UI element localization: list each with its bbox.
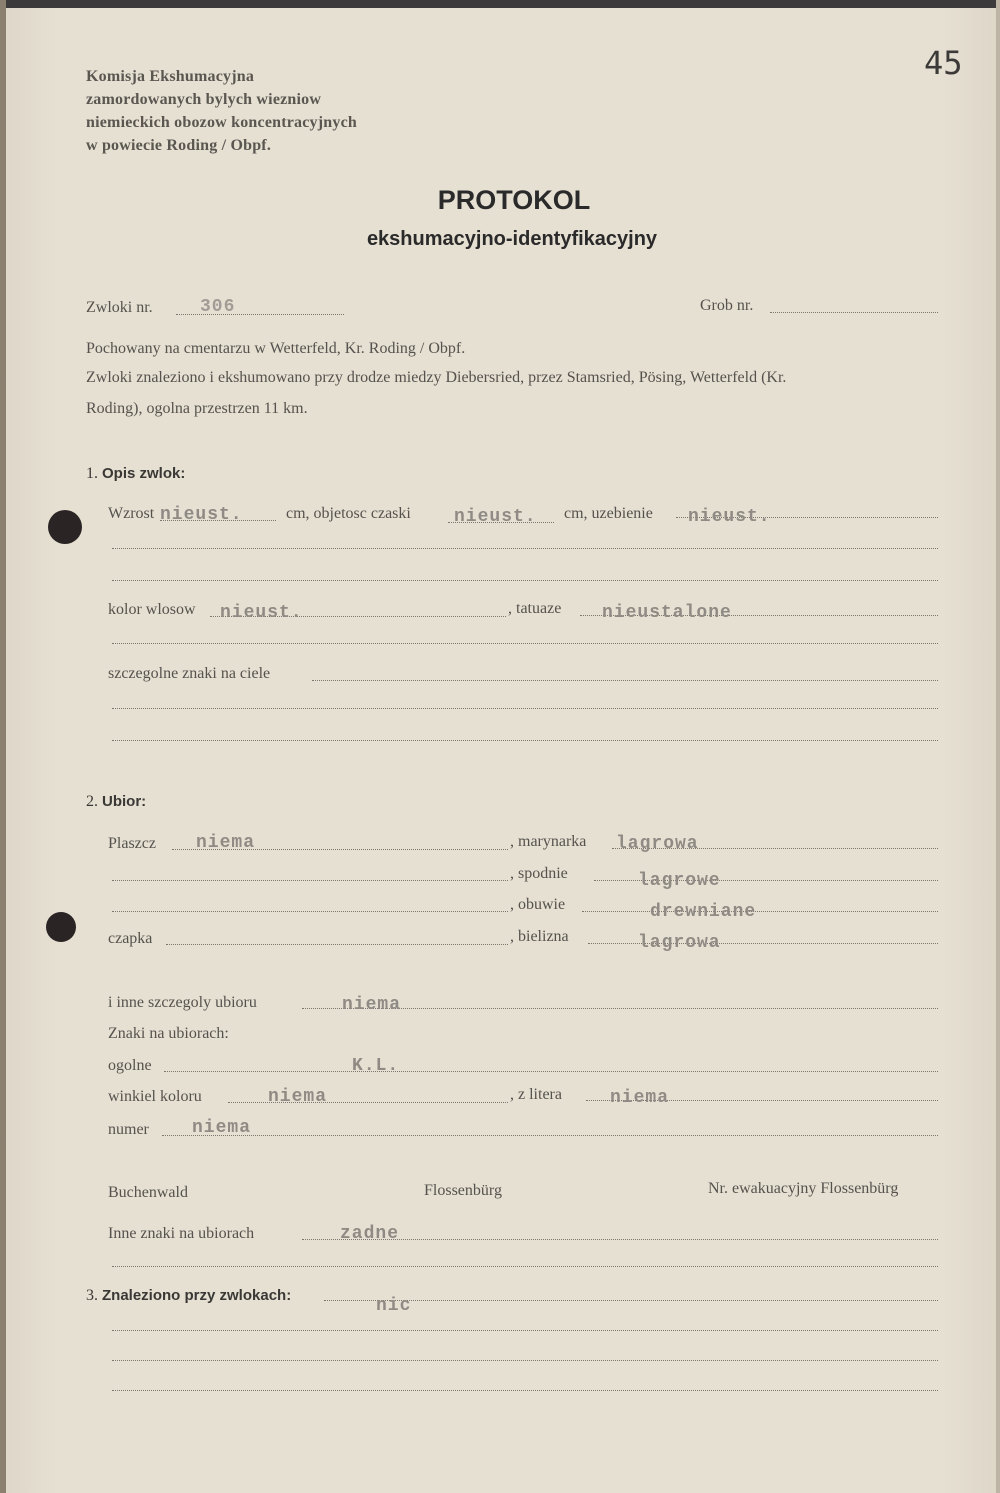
trousers-value: lagrowe [638, 871, 721, 891]
blank-line [112, 643, 938, 644]
scan-left-border [0, 0, 6, 1493]
corpse-number-label: Zwloki nr. [86, 299, 153, 316]
scan-right-border [996, 0, 1000, 1493]
general-marks-value: K.L. [352, 1056, 400, 1076]
header-line-4: w powiecie Roding / Obpf. [86, 137, 272, 154]
underwear-value: lagrowa [638, 933, 721, 953]
section-2-heading [86, 793, 146, 811]
number-line [162, 1135, 938, 1136]
jacket-label: , marynarka [510, 833, 587, 850]
grave-number-label: Grob nr. [700, 297, 754, 314]
height-value: nieust. [160, 505, 243, 525]
section-1-number: 1. [86, 465, 98, 482]
blank-line [112, 1330, 938, 1331]
cap-label: czapka [108, 930, 153, 947]
other-clothing-marks-value: zadne [340, 1224, 400, 1244]
shoes-label: , obuwie [510, 896, 566, 913]
evacuation-number-label: Nr. ewakuacyjny Flossenbürg [708, 1180, 899, 1197]
cap-line [166, 944, 508, 945]
document-subtitle: ekshumacyjno-identyfikacyjny [366, 228, 658, 250]
teeth-label: cm, uzebienie [564, 505, 653, 522]
coat-label: Plaszcz [108, 835, 156, 852]
section-3-number: 3. [86, 1287, 98, 1304]
blank-line [112, 708, 938, 709]
letter-label: , z litera [510, 1086, 562, 1103]
section-1-heading [86, 465, 185, 483]
other-details-value: niema [342, 995, 402, 1015]
flossenburg-label: Flossenbürg [424, 1182, 502, 1199]
height-label: Wzrost [108, 505, 155, 522]
corpse-number-value: 306 [200, 297, 236, 317]
jacket-value: lagrowa [616, 834, 699, 854]
triangle-color-value: niema [268, 1087, 328, 1107]
punch-hole-mark [46, 912, 76, 942]
number-value: niema [192, 1118, 252, 1138]
section-3-title: Znaleziono przy zwlokach: [102, 1287, 292, 1304]
underwear-label: , bielizna [510, 928, 569, 945]
hair-color-value: nieust. [220, 603, 303, 623]
tattoo-label: , tatuaze [508, 600, 562, 617]
grave-number-line [770, 312, 938, 313]
found-items-line [324, 1300, 938, 1301]
triangle-color-label: winkiel koloru [108, 1088, 202, 1105]
page-number: 45 [924, 44, 963, 82]
general-marks-line [164, 1071, 938, 1072]
found-items-value: nic [376, 1296, 412, 1316]
blank-line [112, 740, 938, 741]
other-details-label: i inne szczegoly ubioru [108, 994, 257, 1011]
blank-line [112, 1390, 938, 1391]
body-marks-line [312, 680, 938, 681]
general-marks-label: ogolne [108, 1057, 152, 1074]
blank-line [112, 911, 508, 912]
skull-value: nieust. [454, 507, 537, 527]
section-2-number: 2. [86, 793, 98, 810]
skull-label: cm, objetosc czaski [286, 505, 411, 522]
header-line-3: niemieckich obozow koncentracyjnych [86, 114, 357, 131]
section-1-title: Opis zwlok: [102, 465, 186, 482]
other-clothing-marks-label: Inne znaki na ubiorach [108, 1225, 255, 1242]
scan-top-border [0, 0, 1000, 8]
hair-color-label: kolor wlosow [108, 601, 196, 618]
found-text-line-1: Zwloki znaleziono i ekshumowano przy drodze miedzy Diebersried, przez Stamsried, Pösing, Wetterfeld (Kr. [86, 369, 787, 386]
buchenwald-label: Buchenwald [108, 1184, 188, 1201]
header-line-2: zamordowanych bylych wiezniow [86, 91, 322, 108]
blank-line [112, 880, 508, 881]
section-3-heading [86, 1287, 291, 1305]
letter-value: niema [610, 1088, 670, 1108]
blank-line [112, 580, 938, 581]
punch-hole-mark [48, 510, 82, 544]
section-2-title: Ubior: [102, 793, 147, 810]
found-text-line-2: Roding), ogolna przestrzen 11 km. [86, 400, 308, 417]
clothing-marks-heading: Znaki na ubiorach: [108, 1025, 229, 1042]
teeth-value: nieust. [688, 507, 771, 527]
document-title: PROTOKOL [437, 185, 591, 215]
blank-line [112, 1266, 938, 1267]
blank-line [112, 1360, 938, 1361]
number-label: numer [108, 1121, 149, 1138]
blank-line [112, 548, 938, 549]
buried-text: Pochowany na cmentarzu w Wetterfeld, Kr. Roding / Obpf. [86, 340, 466, 357]
coat-value: niema [196, 833, 256, 853]
shoes-line [582, 911, 938, 912]
trousers-label: , spodnie [510, 865, 568, 882]
tattoo-value: nieustalone [602, 603, 732, 623]
header-line-1: Komisja Ekshumacyjna [86, 68, 255, 85]
body-marks-label: szczegolne znaki na ciele [108, 665, 271, 682]
shoes-value: drewniane [650, 902, 757, 922]
